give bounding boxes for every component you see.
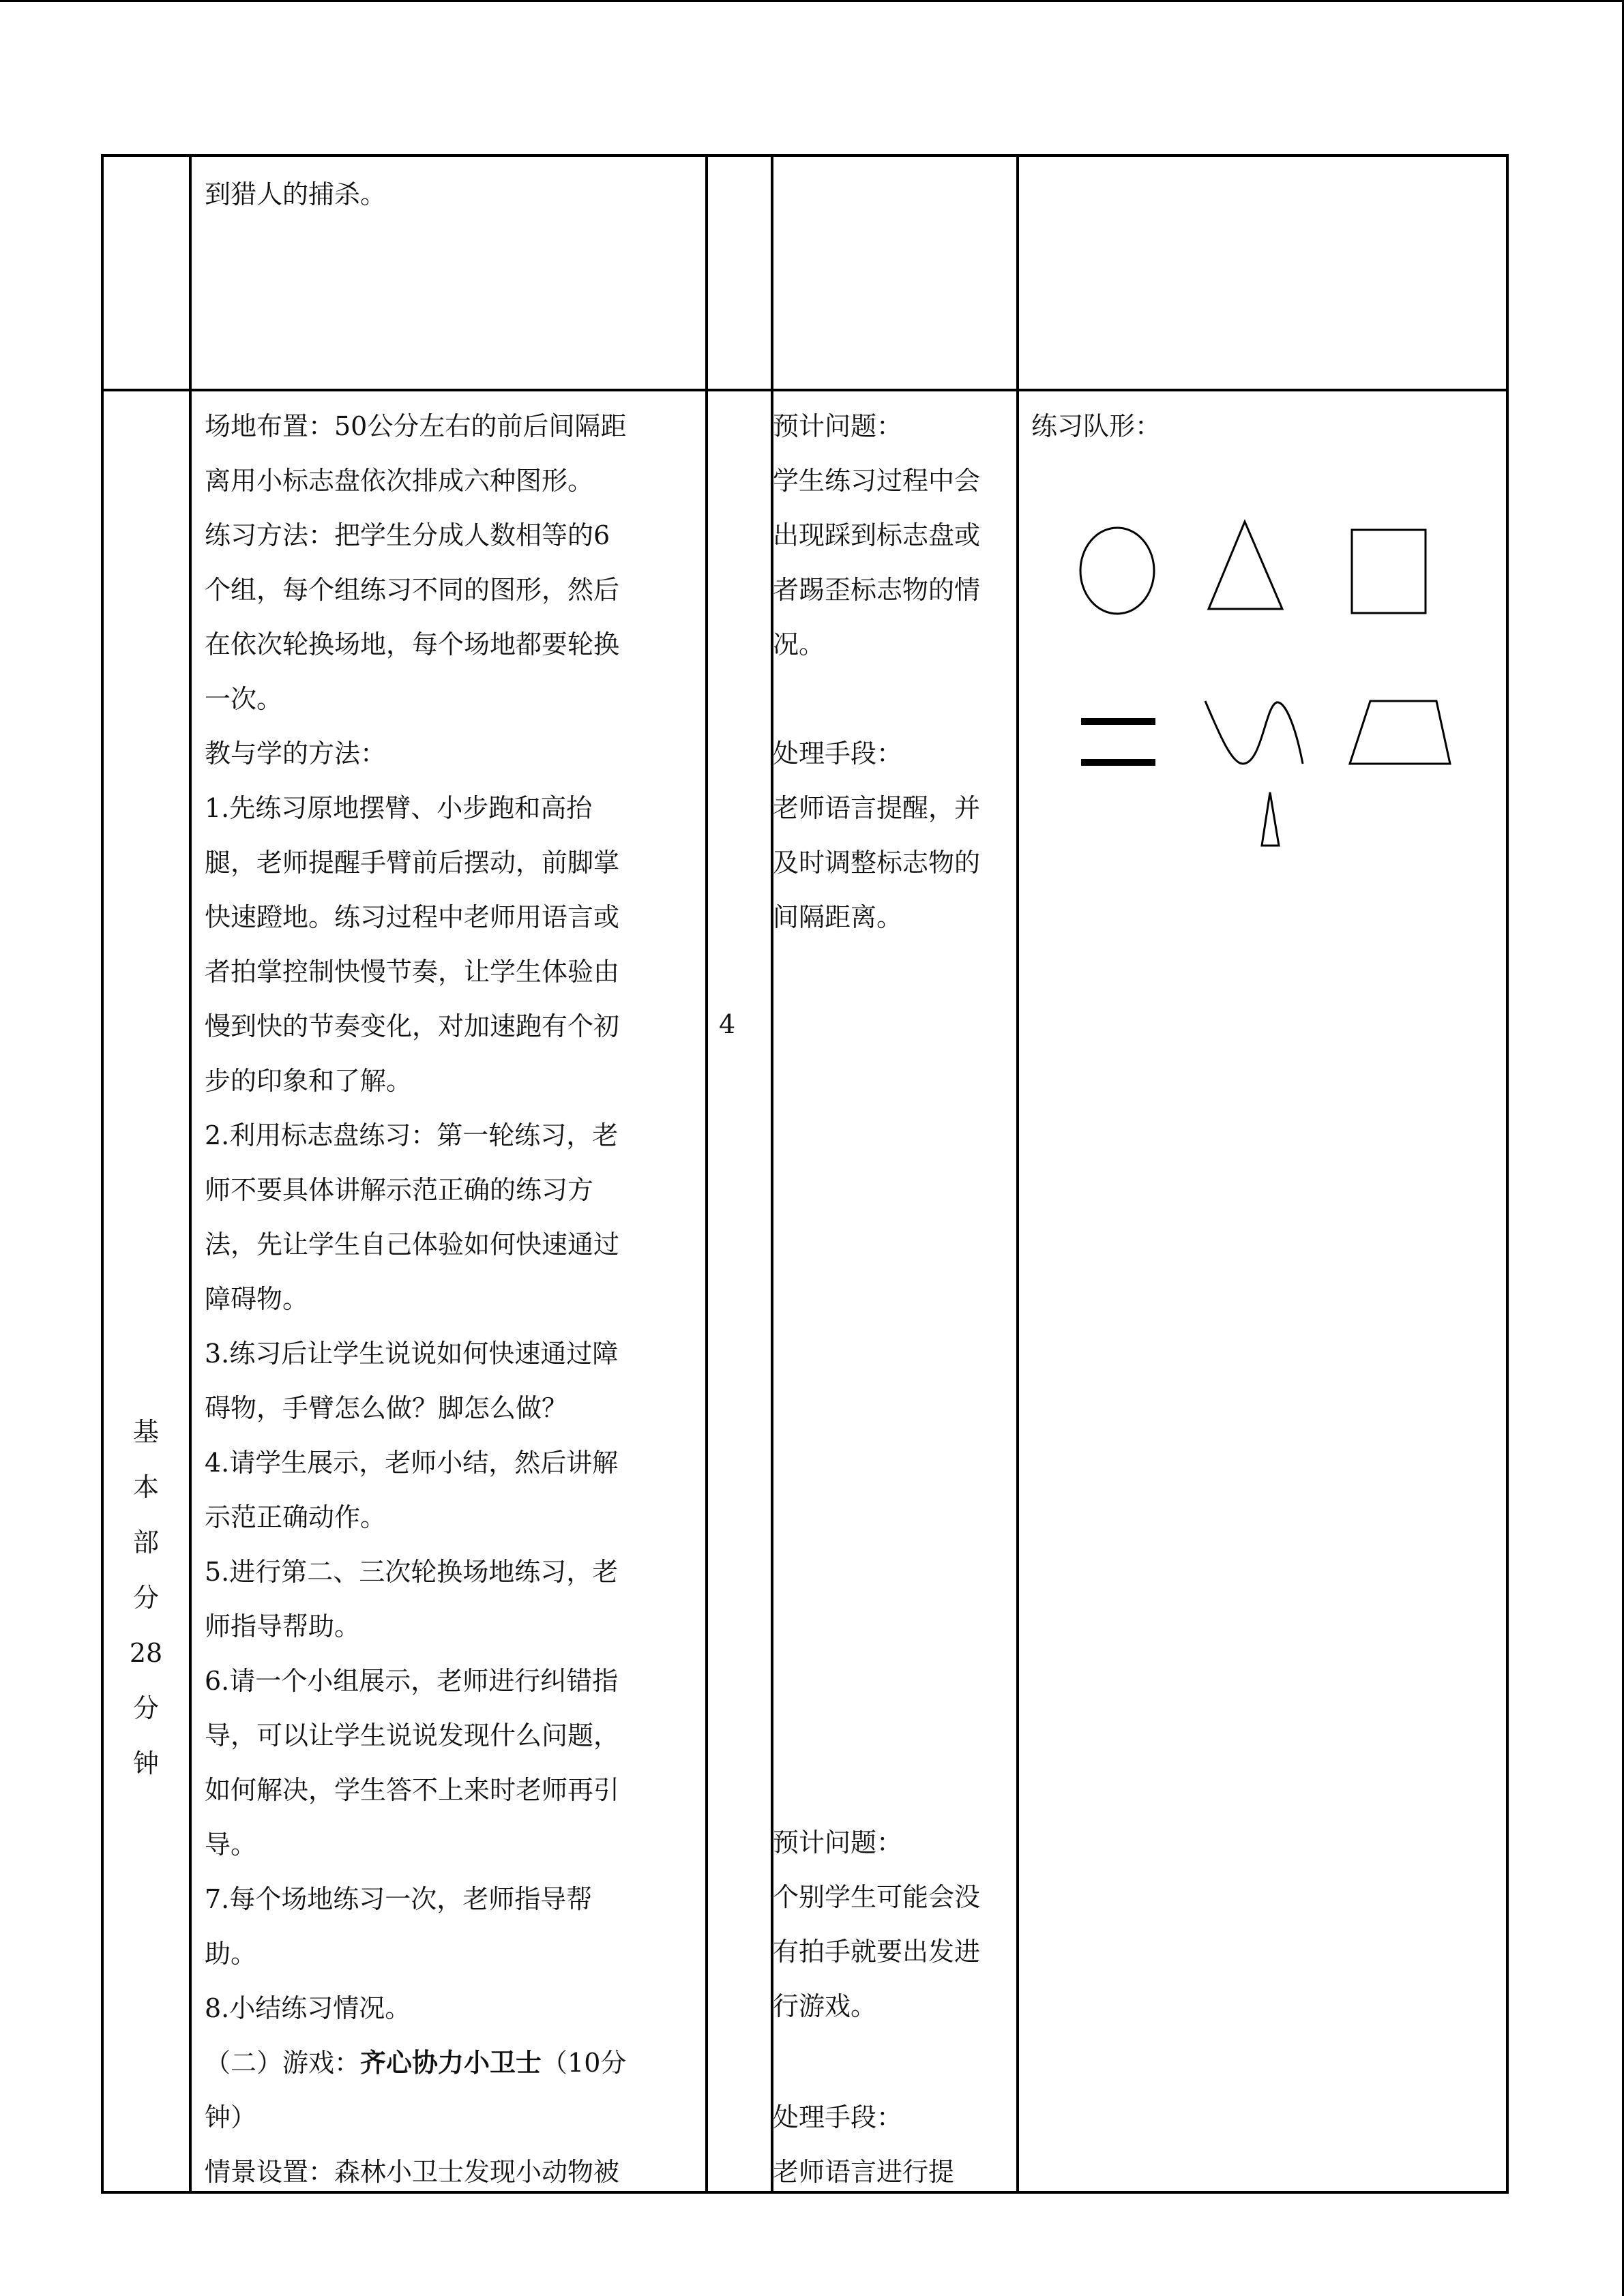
text-line: 如何解决，学生答不上来时老师再引 bbox=[205, 1775, 620, 1805]
section-label bbox=[126, 1405, 166, 1791]
text-line: 步的印象和了解。 bbox=[205, 1066, 413, 1096]
table-right-border bbox=[1506, 154, 1509, 2194]
text-line: 6.请一个小组展示，老师进行纠错指 bbox=[205, 1666, 619, 1696]
text-line: 障碍物。 bbox=[205, 1284, 309, 1314]
section-label-char: 分 bbox=[132, 1583, 159, 1613]
text-line: 腿，老师提醒手臂前后摆动，前脚掌 bbox=[205, 848, 620, 878]
game-title-line bbox=[205, 2036, 703, 2090]
text-line: 有拍手就要出发进 bbox=[773, 1937, 981, 1967]
column-divider bbox=[705, 154, 708, 2194]
text-line: 导，可以让学生说说发现什么问题， bbox=[205, 1720, 620, 1750]
row2-content-cell bbox=[205, 399, 703, 2199]
section-label-char: 基 bbox=[132, 1417, 159, 1447]
notes-block bbox=[773, 399, 1018, 672]
count-value: 4 bbox=[719, 1009, 736, 1039]
text-line: 练习方法：把学生分成人数相等的6 bbox=[205, 520, 610, 550]
text-line: 老师语言提醒，并 bbox=[773, 793, 981, 823]
wave-shape-icon bbox=[1205, 701, 1303, 764]
text-line: 一次。 bbox=[205, 684, 283, 714]
text-line: 慢到快的节奏变化，对加速跑有个初 bbox=[205, 1011, 620, 1041]
text-line: 出现踩到标志盘或 bbox=[773, 520, 981, 550]
text-line: 行游戏。 bbox=[773, 1991, 877, 2021]
text-line: 钟） bbox=[205, 2102, 257, 2132]
text-line: 老师语言进行提 bbox=[773, 2157, 955, 2187]
square-shape-icon bbox=[1352, 530, 1426, 613]
row1-content-cell bbox=[205, 167, 696, 222]
formation-diagram bbox=[1023, 477, 1501, 859]
notes-block bbox=[773, 726, 1018, 944]
section-label-char: 28 bbox=[129, 1638, 163, 1668]
table-left-border bbox=[101, 154, 104, 2194]
text-line: 师不要具体讲解示范正确的练习方 bbox=[205, 1175, 594, 1205]
section-label-char: 分 bbox=[132, 1693, 159, 1723]
text-line: 者踢歪标志物的情 bbox=[773, 575, 981, 605]
row-divider bbox=[101, 389, 1509, 391]
section-label-char: 部 bbox=[132, 1527, 159, 1557]
count-cell bbox=[719, 997, 760, 1052]
trapezoid-shape-icon bbox=[1350, 701, 1450, 764]
text-line: 4.请学生展示，老师小结，然后讲解 bbox=[205, 1448, 619, 1478]
formation-cell bbox=[1031, 399, 1495, 453]
text-line: 处理手段： bbox=[773, 2102, 903, 2132]
notes-block bbox=[773, 1815, 1018, 2033]
text-line: 间隔距离。 bbox=[773, 902, 903, 932]
text-line: 个组，每个组练习不同的图形，然后 bbox=[205, 575, 620, 605]
triangle-shape-icon bbox=[1209, 522, 1282, 609]
text-line: 教与学的方法： bbox=[205, 739, 387, 769]
text-line: 到猎人的捕杀。 bbox=[205, 179, 387, 209]
formation-title: 练习队形： bbox=[1031, 411, 1162, 441]
text-line: 者拍掌控制快慢节奏，让学生体验由 bbox=[205, 957, 620, 987]
text-line: 个别学生可能会没 bbox=[773, 1882, 981, 1912]
text-line: 况。 bbox=[773, 629, 825, 659]
text-line: 8.小结练习情况。 bbox=[205, 1993, 411, 2023]
text-line: 学生练习过程中会 bbox=[773, 466, 981, 496]
text-line: 2.利用标志盘练习：第一轮练习，老 bbox=[205, 1120, 619, 1150]
text-line: 助。 bbox=[205, 1939, 257, 1969]
text-line: 示范正确动作。 bbox=[205, 1502, 387, 1532]
page-top-border bbox=[0, 0, 1624, 2]
table-top-border bbox=[101, 154, 1509, 157]
parallel-lines-icon bbox=[1081, 718, 1155, 725]
text-line: 预计问题： bbox=[773, 1828, 903, 1858]
game-prefix: （二）游戏： bbox=[205, 2048, 361, 2078]
text-line: 离用小标志盘依次排成六种图形。 bbox=[205, 466, 594, 496]
text-line: 导。 bbox=[205, 1830, 257, 1860]
text-line: 法，先让学生自己体验如何快速通过 bbox=[205, 1229, 620, 1259]
text-line: 师指导帮助。 bbox=[205, 1611, 361, 1641]
text-line: 在依次轮换场地，每个场地都要轮换 bbox=[205, 629, 620, 659]
text-line: 7.每个场地练习一次，老师指导帮 bbox=[205, 1884, 593, 1914]
text-line: 快速蹬地。练习过程中老师用语言或 bbox=[205, 902, 620, 932]
small-triangle-icon bbox=[1262, 792, 1279, 846]
text-line: 1.先练习原地摆臂、小步跑和高抬 bbox=[205, 793, 593, 823]
text-line: 3.练习后让学生说说如何快速通过障 bbox=[205, 1339, 619, 1369]
section-label-char: 钟 bbox=[132, 1748, 159, 1778]
column-divider bbox=[189, 154, 192, 2194]
text-line: 处理手段： bbox=[773, 739, 903, 769]
notes-block bbox=[773, 2090, 1018, 2199]
text-line: 碍物，手臂怎么做？脚怎么做？ bbox=[205, 1393, 568, 1423]
section-label-char: 本 bbox=[132, 1472, 159, 1502]
text-line: 情景设置：森林小卫士发现小动物被 bbox=[205, 2157, 620, 2187]
game-time: （10分 bbox=[542, 2048, 627, 2078]
text-line: 场地布置：50公分左右的前后间隔距 bbox=[205, 411, 627, 441]
text-line: 及时调整标志物的 bbox=[773, 848, 981, 878]
game-name: 齐心协力小卫士 bbox=[360, 2047, 542, 2078]
text-line: 5.进行第二、三次轮换场地练习，老 bbox=[205, 1557, 619, 1587]
parallel-lines-icon bbox=[1081, 759, 1155, 766]
text-line: 预计问题： bbox=[773, 411, 903, 441]
circle-shape-icon bbox=[1080, 528, 1154, 614]
